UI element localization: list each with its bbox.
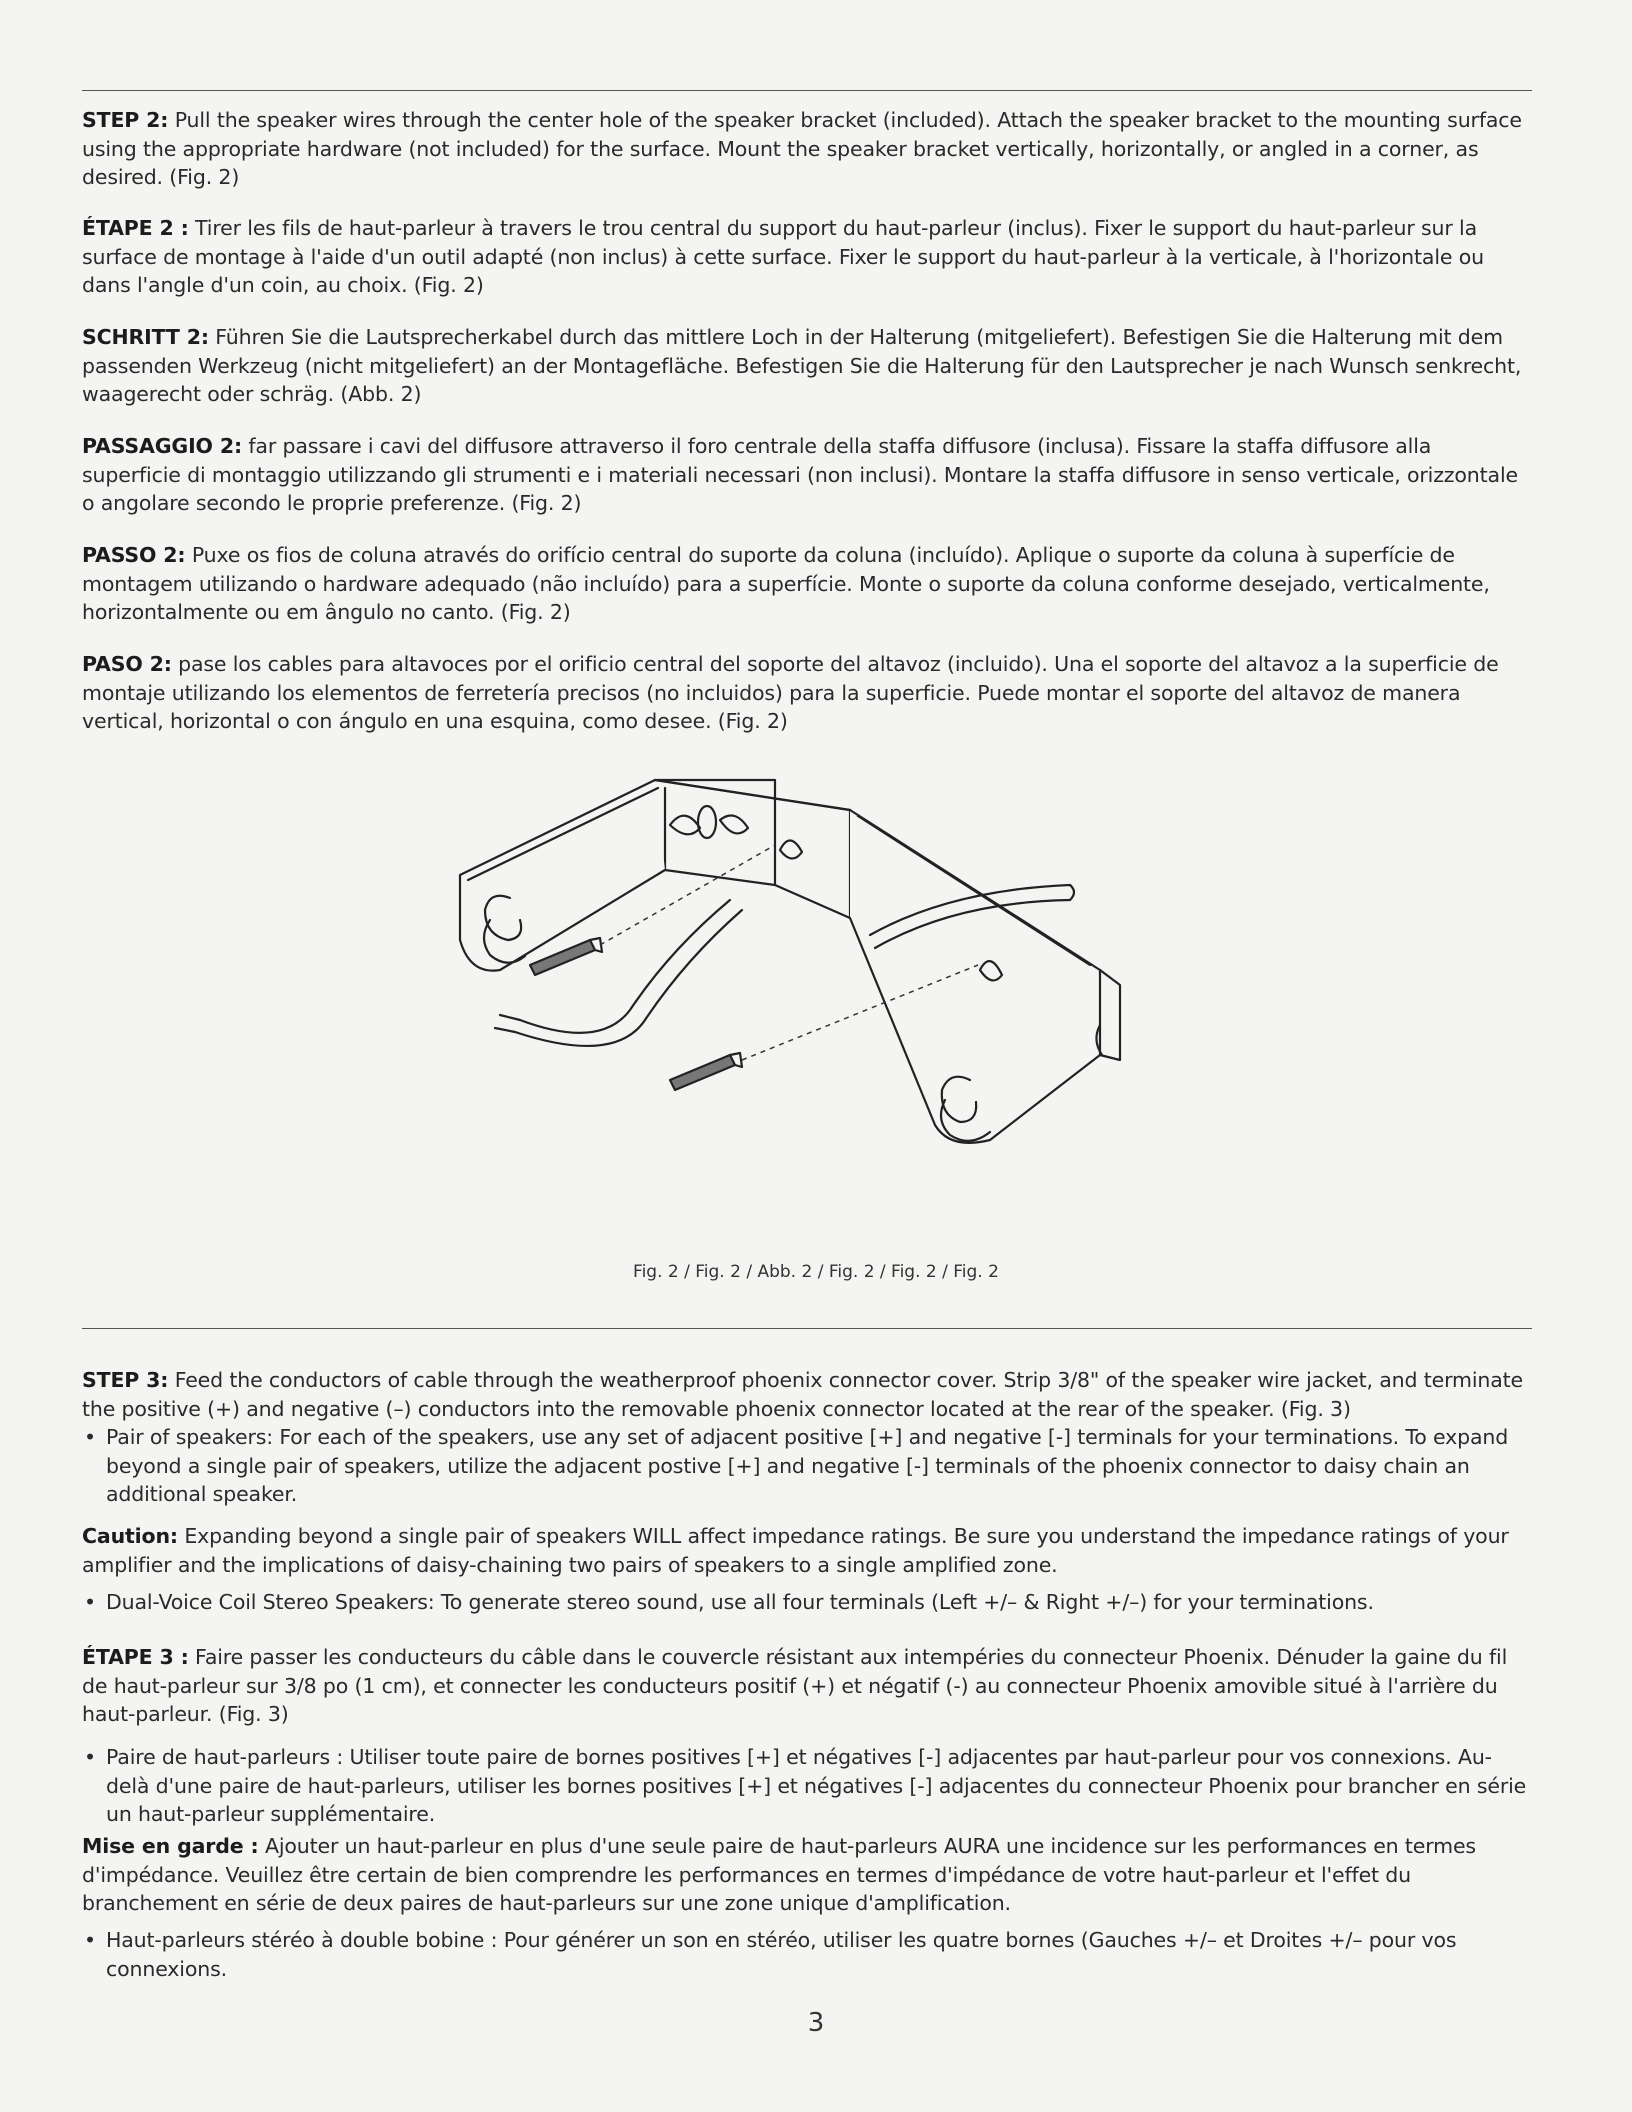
step2-fr-label: ÉTAPE 2 : [82, 216, 189, 240]
bullet-dot: • [84, 1928, 96, 1952]
step2-de-text: Führen Sie die Lautsprecherkabel durch das mittlere Loch in der Halterung (mitgeliefert). Befestigen Sie die Halterung mit dem passenden Werkzeug (nicht mitgeliefert) an der Montagefläche. Befestigen Sie die Halterung für den Lautsprecher je nach Wunsch senkrecht, waagerecht oder schräg. (Abb. 2) [82, 325, 1522, 406]
step3-en-text: Feed the conductors of cable through the weatherproof phoenix connector cover. Strip 3/8" of the speaker wire jacket, and terminate the positive (+) and negative (–) conductors into the removable phoenix connector located at the rear of the speaker. (Fig. 3) [82, 1368, 1523, 1421]
step3-fr-bullet-dvc [82, 1926, 1532, 1983]
step3-fr-caution [82, 1832, 1532, 1918]
step2-pt-text: Puxe os fios de coluna através do orifício central do suporte da coluna (incluído). Aplique o suporte da coluna à superfície de montagem utilizando o hardware adequado (não incluído) para a superfície. Monte o suporte da coluna conforme desejado, verticalmente, horizontalmente ou em ângulo no canto. (Fig. 2) [82, 543, 1490, 624]
step3-fr-label: ÉTAPE 3 : [82, 1645, 189, 1669]
step2-en-text: Pull the speaker wires through the center hole of the speaker bracket (included). Attach the speaker bracket to the mounting surface using the appropriate hardware (not included) for the surface. Mount the speaker bracket vertically, horizontally, or angled in a corner, as desired. (Fig. 2) [82, 108, 1522, 189]
step3-fr-caution-label: Mise en garde : [82, 1834, 259, 1858]
step3-fr-text: Faire passer les conducteurs du câble dans le couvercle résistant aux intempéries du connecteur Phoenix. Dénuder la gaine du fil de haut-parleur sur 3/8 po (1 cm), et connecter les conducteurs positif (+) et négatif (-) au connecteur Phoenix amovible situé à l'arrière du haut-parleur. (Fig. 3) [82, 1645, 1508, 1726]
step2-it-label: PASSAGGIO 2: [82, 434, 242, 458]
step2-en-label: STEP 2: [82, 108, 169, 132]
bullet-dot: • [84, 1590, 96, 1614]
step3-fr-bullet2-text: Haut-parleurs stéréo à double bobine : Pour générer un son en stéréo, utiliser les quatre bornes (Gauches +/– et Droites +/– pour vos connexions. [106, 1928, 1457, 1981]
step3-fr-caution-text: Ajouter un haut-parleur en plus d'une seule paire de haut-parleurs AURA une incidence sur les performances en termes d'impédance. Veuillez être certain de bien comprendre les performances en termes d'impédance de votre haut-parleur et l'effet du branchement en série de deux paires de haut-parleurs sur une zone unique d'amplification. [82, 1834, 1476, 1915]
page-number: 3 [807, 2008, 825, 2038]
step2-it-text: far passare i cavi del diffusore attraverso il foro centrale della staffa diffusore (inclusa). Fissare la staffa diffusore alla superficie di montaggio utilizzando gli strumenti e i materiali necessari (non inclusi). Montare la staffa diffusore in senso verticale, orizzontale o angolare secondo le proprie preferenze. (Fig. 2) [82, 434, 1518, 515]
step2-fr [82, 214, 1532, 300]
step3-en-bullet-dvc [82, 1588, 1532, 1617]
step3-en-bullet1-text: Pair of speakers: For each of the speakers, use any set of adjacent positive [+] and negative [-] terminals for your terminations. To expand beyond a single pair of speakers, utilize the adjacent postive [+] and negative [-] terminals of the phoenix connector to daisy chain an additional speaker. [106, 1425, 1509, 1506]
step2-de [82, 323, 1532, 409]
step3-en-bullet2-text: Dual-Voice Coil Stereo Speakers: To generate stereo sound, use all four terminals (Left +/– & Right +/–) for your terminations. [106, 1590, 1374, 1614]
bullet-dot: • [84, 1745, 96, 1769]
step2-pt-label: PASSO 2: [82, 543, 186, 567]
top-rule [82, 90, 1532, 91]
step2-es [82, 650, 1532, 736]
step2-it [82, 432, 1532, 518]
step3-fr-bullet1-text: Paire de haut-parleurs : Utiliser toute paire de bornes positives [+] et négatives [-] adjacentes par haut-parleur pour vos connexions. Au-delà d'une paire de haut-parleurs, utiliser les bornes positives [+] et négatives [-] adjacentes du connecteur Phoenix pour brancher en série un haut-parleur supplémentaire. [106, 1745, 1527, 1826]
step3-en-caution-text: Expanding beyond a single pair of speakers WILL affect impedance ratings. Be sure you understand the impedance ratings of your amplifier and the implications of daisy-chaining two pairs of speakers to a single amplified zone. [82, 1524, 1509, 1577]
step2-es-text: pase los cables para altavoces por el orificio central del soporte del altavoz (incluido). Una el soporte del altavoz a la superficie de montaje utilizando los elementos de ferretería precisos (no incluidos) para la superficie. Puede montar el soporte del altavoz de manera vertical, horizontal o con ángulo en una esquina, como desee. (Fig. 2) [82, 652, 1499, 733]
figure-caption: Fig. 2 / Fig. 2 / Abb. 2 / Fig. 2 / Fig. 2 / Fig. 2 [633, 1262, 999, 1282]
step3-fr [82, 1643, 1532, 1729]
step2-fr-text: Tirer les fils de haut-parleur à travers le trou central du support du haut-parleur (inclus). Fixer le support du haut-parleur sur la surface de montage à l'aide d'un outil adapté (non inclus) à cette surface. Fixer le support du haut-parleur à la verticale, à l'horizontale ou dans l'angle d'un coin, au choix. (Fig. 2) [82, 216, 1484, 297]
step2-de-label: SCHRITT 2: [82, 325, 209, 349]
step2-pt [82, 541, 1532, 627]
bullet-dot: • [84, 1425, 96, 1449]
step2-es-label: PASO 2: [82, 652, 172, 676]
step3-en-label: STEP 3: [82, 1368, 169, 1392]
step2-en [82, 106, 1532, 192]
speaker-bracket-illustration [430, 770, 1150, 1270]
step3-fr-bullet-pairs [82, 1743, 1532, 1829]
step3-en-bullet-pairs [82, 1423, 1532, 1509]
step3-en-caution [82, 1522, 1532, 1579]
step3-en [82, 1366, 1532, 1423]
step3-en-caution-label: Caution: [82, 1524, 178, 1548]
middle-rule [82, 1328, 1532, 1329]
